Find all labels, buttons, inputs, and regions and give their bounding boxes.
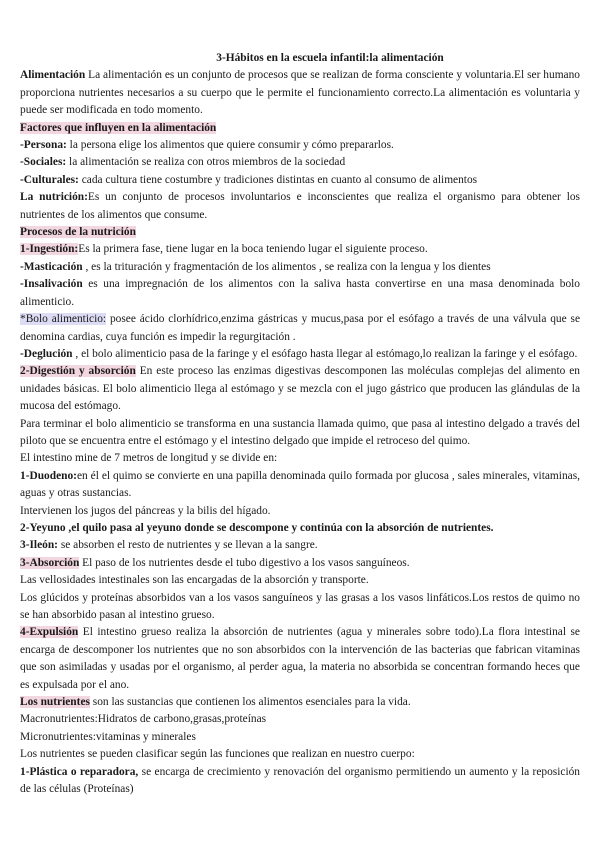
paragraph-digestion: 2-Digestión y absorción En este proceso las enzimas digestivas descomponen las moléculas complejas del alimento en unidades básicas. El bolo alimenticio llega al estómago y se mezcla con el jugo gástrico que producen las glándulas de la mucosa del estómago. [20, 365, 580, 413]
paragraph-micronutrientes: Micronutrientes:vitaminas y minerales [20, 730, 196, 743]
paragraph-absorcion: 3-Absorción El paso de los nutrientes desde el tubo digestivo a los vasos sanguíneos. [20, 556, 410, 569]
list-item: -Sociales: la alimentación se realiza con otros miembros de la sociedad [20, 156, 346, 169]
paragraph-nutrientes: Los nutrientes son las sustancias que contienen los alimentos esenciales para la vida. [20, 696, 411, 709]
text: La alimentación es un conjunto de procesos que se realizan de forma consciente y voluntaria.El ser humano proporciona nutrientes necesarios a su cuerpo que le permite el funcionamiento correcto.La alimentación es voluntaria y puede ser modificada en todo momento. [20, 69, 580, 117]
paragraph-nutricion: La nutrición:Es un conjunto de procesos involuntarios e inconscientes que realiza el organismo para obtener los nutrientes de los alimentos que consume. [20, 191, 580, 221]
paragraph-vellosidades: Las vellosidades intestinales son las encargadas de la absorción y transporte. [20, 574, 369, 587]
page-title: 3-Hábitos en la escuela infantil:la alimentación [216, 52, 444, 64]
paragraph-deglucion: -Deglución , el bolo alimenticio pasa de la faringe y el esófago hasta llegar al estómago,lo realizan la faringe y el esófago. [20, 347, 578, 360]
term: Alimentación [20, 69, 86, 82]
paragraph-ileon: 3-Ileón: se absorben el resto de nutrientes y se llevan a la sangre. [20, 539, 318, 552]
paragraph-yeyuno: 2-Yeyuno ,el quilo pasa al yeyuno donde se descompone y continúa con la absorción de nutrientes. [20, 521, 494, 534]
list-item: -Culturales: cada cultura tiene costumbre y tradiciones distintas en cuanto al consumo de alimentos [20, 173, 478, 186]
paragraph-ingestion: 1-Ingestión:Es la primera fase, tiene lugar en la boca teniendo lugar el siguiente proceso. [20, 243, 428, 256]
paragraph-expulsion: 4-Expulsión El intestino grueso realiza la absorción de nutrientes (agua y minerales sobre todo).La flora intestinal se encarga de descomponer los nutrientes que no son absorbidos con la intervención de las bacterias que fabrican vitaminas que son asimiladas y usadas por el organismo, al perder agua, la materia no absorbida se concentran formando heces que es expulsada por el ano. [20, 626, 580, 691]
paragraph-plastica: 1-Plástica o reparadora, se encarga de crecimiento y renovación del organismo permitiendo un aumento y la reposición de las células (Proteínas) [20, 765, 581, 796]
paragraph-intestino: El intestino mine de 7 metros de longitud y se divide en: [20, 452, 278, 465]
paragraph-duodeno-2: Intervienen los jugos del páncreas y la bilis del hígado. [20, 504, 271, 517]
paragraph-insalivacion: -Insalivación es una impregnación de los alimentos con la saliva hasta convertirse en una masa denominada bolo alimenticio. [20, 278, 580, 308]
paragraph-quimo: Para terminar el bolo alimenticio se transforma en una sustancia llamada quimo, que pasa al intestino delgado a través del piloto que se encuentra entre el estómago y el intestino delgado que impide el retroceso del quimo. [20, 417, 580, 447]
list-item: -Persona: la persona elige los alimentos que quiere consumir y cómo prepararlos. [20, 139, 394, 152]
paragraph-clasificar: Los nutrientes se pueden clasificar según las funciones que realizan en nuestro cuerpo: [20, 748, 415, 761]
paragraph-glucidos: Los glúcidos y proteínas absorbidos van a los vasos sanguíneos y las grasas a los vasos linfáticos.Los restos de quimo no se han absorbido pasan al intestino grueso. [20, 591, 580, 621]
paragraph-masticacion: -Masticación , es la trituración y fragmentación de los alimentos , se realiza con la lengua y los dientes [20, 260, 491, 273]
section-heading-procesos: Procesos de la nutrición [20, 226, 136, 239]
paragraph-duodeno: 1-Duodeno:en él el quimo se convierte en una papilla denominada quilo formada por glucosa , sales minerales, vitaminas, aguas y otras sustancias. [20, 469, 580, 500]
paragraph-macronutrientes: Macronutrientes:Hidratos de carbono,grasas,proteínas [20, 713, 267, 726]
section-heading-factores: Factores que influyen en la alimentación [20, 121, 217, 134]
paragraph-bolo: *Bolo alimenticio: posee ácido clorhídrico,enzima gástricas y mucus,pasa por el esófago a través de una válvula que se denomina cardias, cuya función es impedir la regurgitación . [20, 313, 581, 343]
paragraph-alimentacion [20, 67, 580, 119]
document-content [20, 50, 580, 798]
